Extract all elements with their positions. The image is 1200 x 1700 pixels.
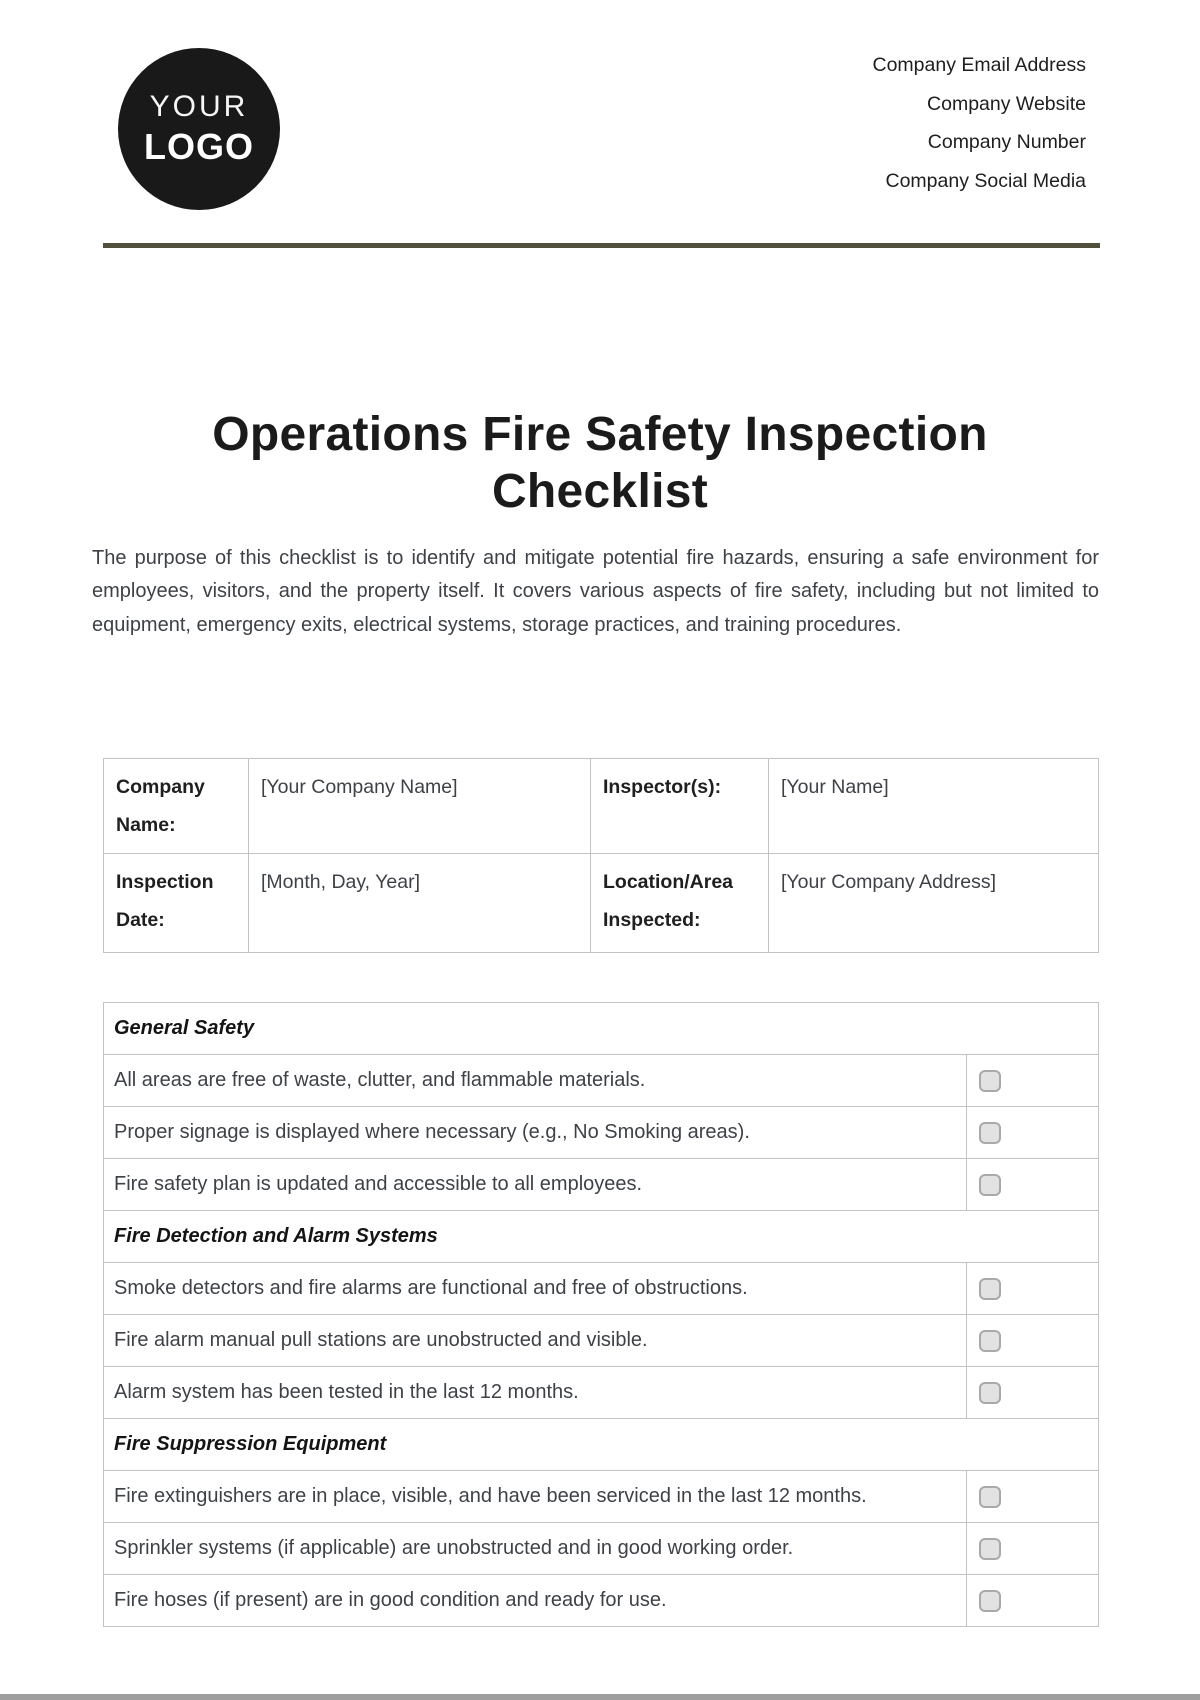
- section-title: General Safety: [104, 1003, 1099, 1055]
- checklist-item-text: Proper signage is displayed where necessary (e.g., No Smoking areas).: [104, 1107, 967, 1159]
- header-divider-rule: [103, 243, 1100, 248]
- checklist-checkbox-cell: [967, 1575, 1099, 1627]
- checklist-item-text: Fire safety plan is updated and accessible to all employees.: [104, 1159, 967, 1211]
- company-name-value: [Your Company Name]: [249, 759, 591, 854]
- info-row-1: [104, 759, 1099, 854]
- company-email-line: Company Email Address: [872, 54, 1086, 76]
- company-number-line: Company Number: [927, 131, 1086, 153]
- checkbox[interactable]: [979, 1174, 1001, 1196]
- company-social-line: Company Social Media: [885, 169, 1086, 192]
- checklist-checkbox-cell: [967, 1471, 1099, 1523]
- inspection-date-label: Inspection Date:: [104, 854, 249, 953]
- company-logo: [118, 48, 280, 210]
- checklist-item-row: [104, 1523, 1099, 1575]
- checklist-table-body: [104, 1003, 1099, 1627]
- checklist-checkbox-cell: [967, 1055, 1099, 1107]
- checkbox[interactable]: [979, 1330, 1001, 1352]
- inspectors-value: [Your Name]: [769, 759, 1099, 854]
- checklist-item-row: [104, 1055, 1099, 1107]
- section-title: Fire Suppression Equipment: [104, 1419, 1099, 1471]
- checklist-item-text: Smoke detectors and fire alarms are functional and free of obstructions.: [104, 1263, 967, 1315]
- inspection-date-value: [Month, Day, Year]: [249, 854, 591, 953]
- checklist-item-row: [104, 1575, 1099, 1627]
- checklist-section-row: [104, 1419, 1099, 1471]
- info-row-2: [104, 854, 1099, 953]
- fire-safety-checklist-table: [103, 1002, 1099, 1627]
- company-name-label: Company Name:: [104, 759, 249, 854]
- checklist-item-text: Fire alarm manual pull stations are unobstructed and visible.: [104, 1315, 967, 1367]
- checklist-checkbox-cell: [967, 1315, 1099, 1367]
- logo-text-bottom: LOGO: [144, 126, 254, 167]
- location-area-value: [Your Company Address]: [769, 854, 1099, 953]
- checkbox[interactable]: [979, 1486, 1001, 1508]
- intro-paragraph: The purpose of this checklist is to identify and mitigate potential fire hazards, ensuring a safe environment for employees, visitors, and the property itself. It covers various aspects of fire safety, including but not limited to equipment, emergency exits, electrical systems, storage practices, and training procedures.: [92, 547, 1099, 636]
- checklist-checkbox-cell: [967, 1523, 1099, 1575]
- checkbox[interactable]: [979, 1122, 1001, 1144]
- checkbox[interactable]: [979, 1590, 1001, 1612]
- checkbox[interactable]: [979, 1538, 1001, 1560]
- checklist-section-row: [104, 1211, 1099, 1263]
- location-area-label: Location/Area Inspected:: [591, 854, 769, 953]
- checkbox[interactable]: [979, 1278, 1001, 1300]
- checklist-item-text: Sprinkler systems (if applicable) are unobstructed and in good working order.: [104, 1523, 967, 1575]
- page-title: Operations Fire Safety Inspection Checklist: [212, 408, 988, 518]
- checklist-item-text: Fire hoses (if present) are in good condition and ready for use.: [104, 1575, 967, 1627]
- checklist-item-text: All areas are free of waste, clutter, and flammable materials.: [104, 1055, 967, 1107]
- company-website-line: Company Website: [927, 92, 1086, 115]
- checkbox[interactable]: [979, 1382, 1001, 1404]
- inspection-info-table: [103, 758, 1099, 953]
- logo-text-top: YOUR: [149, 90, 249, 123]
- section-title: Fire Detection and Alarm Systems: [104, 1211, 1099, 1263]
- inspectors-label: Inspector(s):: [591, 759, 769, 854]
- checklist-item-row: [104, 1107, 1099, 1159]
- checklist-section-row: [104, 1003, 1099, 1055]
- checklist-item-text: Fire extinguishers are in place, visible, and have been serviced in the last 12 months.: [104, 1471, 967, 1523]
- checklist-checkbox-cell: [967, 1107, 1099, 1159]
- page-bottom-edge: [0, 1694, 1200, 1700]
- checklist-checkbox-cell: [967, 1367, 1099, 1419]
- checklist-checkbox-cell: [967, 1263, 1099, 1315]
- checklist-item-row: [104, 1315, 1099, 1367]
- checklist-item-row: [104, 1471, 1099, 1523]
- checklist-item-row: [104, 1367, 1099, 1419]
- checklist-item-row: [104, 1263, 1099, 1315]
- checklist-item-row: [104, 1159, 1099, 1211]
- checklist-item-text: Alarm system has been tested in the last 12 months.: [104, 1367, 967, 1419]
- checklist-checkbox-cell: [967, 1159, 1099, 1211]
- company-contact-block: [872, 46, 1086, 200]
- checkbox[interactable]: [979, 1070, 1001, 1092]
